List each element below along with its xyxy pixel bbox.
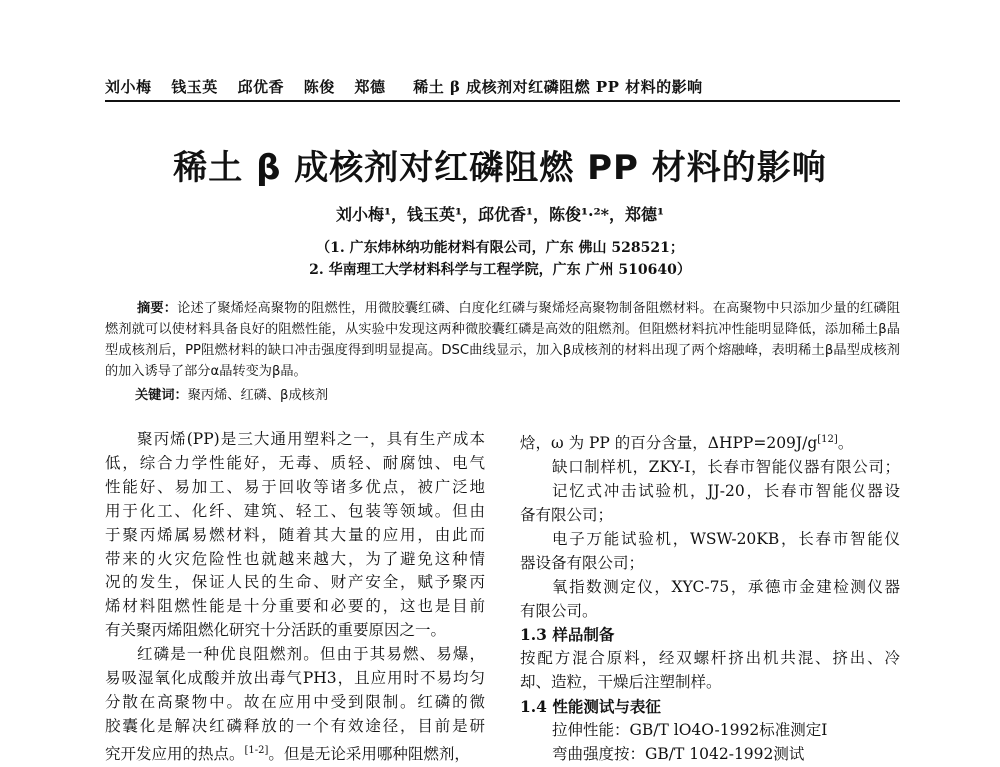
body-line: 况的发生，保证人民的生命、财产安全，赋予聚丙 (105, 573, 485, 592)
section-heading: 1.3 样品制备 (520, 625, 615, 645)
body-line: 胶囊化是解决红磷释放的一个有效途径，目前是研 (105, 716, 485, 735)
body-line: 烯材料阻燃性能是十分重要和必要的，这也是目前 (105, 597, 485, 616)
body-line: 红磷是一种优良阻燃剂。但由于其易燃、易爆， (137, 645, 485, 664)
header-rule (105, 100, 900, 102)
body-line: 弯曲强度按：GB/T 1042-1992测试 (552, 744, 805, 763)
keywords-text: 聚丙烯、红磷、β成核剂 (187, 388, 329, 403)
body-line: 性能好、易加工、易于回收等诸多优点，被广泛地 (105, 477, 485, 496)
header-author: 邱优香 (237, 78, 285, 96)
affiliation-1: （1. 广东炜林纳功能材料有限公司，广东 佛山 528521； (316, 240, 684, 256)
body-line: 备有限公司； (520, 505, 614, 524)
citation: [1-2] (244, 744, 269, 756)
body-line: 电子万能试验机，WSW-20KB，长春市智能仪 (552, 529, 900, 548)
body-line: 记忆式冲击试验机，JJ-20，长春市智能仪器设 (552, 481, 900, 500)
body-left-column (105, 428, 485, 767)
affiliation-2: 2. 华南理工大学材料科学与工程学院，广东 广州 510640） (309, 262, 691, 278)
abstract-text: 论述了聚烯烃高聚物的阻燃性，用微胶囊红磷、白度化红磷与聚烯烃高聚物制备阻燃材料。在高聚物中只添加少量的红磷阻燃剂就可以使材料具备良好的阻燃性能，从实验中发现这两种微胶囊红磷是高效的阻燃剂。但阻燃材料抗冲性能明显降低，添加稀土β晶型成核剂后，PP阻燃材料的缺口冲击强度得到明显提高。DSC曲线显示，加入β成核剂的材料出现了两个熔融峰，表明稀土β晶型成核剂的加入诱导了部分α晶转变为β晶。 (105, 301, 900, 379)
body-text: 。但是无论采用哪种阻燃剂， (268, 744, 470, 763)
body-line (520, 428, 900, 456)
body-line: 器设备有限公司； (520, 553, 645, 572)
body-line: 用于化工、化纤、建筑、轻工、包装等领域。但由 (105, 501, 485, 520)
body-line: 却、造粒，干燥后注塑制样。 (520, 673, 722, 692)
author-list: 刘小梅¹，钱玉英¹，邱优香¹，陈俊¹·²*，郑德¹ (336, 205, 664, 224)
body-text: 。 (837, 434, 854, 453)
keywords (135, 384, 328, 403)
body-line: 拉伸性能：GB/T lO4O-1992标准测定I (552, 721, 828, 740)
abstract (105, 298, 900, 382)
body-right-column (520, 428, 900, 767)
header-author: 郑德 (354, 78, 386, 96)
keywords-label: 关键词： (135, 388, 188, 403)
body-text: 焓，ω 为 PP 的百分含量，ΔHPP=209J/g (520, 434, 818, 453)
body-line: 易吸湿氧化成酸并放出毒气PH3，且应用时不易均匀 (105, 669, 485, 688)
body-line: 分散在高聚物中。故在应用中受到限制。红磷的微 (105, 692, 485, 711)
header-title: 稀土 β 成核剂对红磷阻燃 PP 材料的影响 (413, 78, 703, 96)
header-author: 钱玉英 (171, 78, 218, 96)
paper-title: 稀土 β 成核剂对红磷阻燃 PP 材料的影响 (173, 148, 827, 188)
citation: [12] (817, 434, 838, 445)
running-header (105, 76, 900, 97)
body-line: 聚丙烯(PP)是三大通用塑料之一，具有生产成本 (137, 430, 485, 448)
body-line: 低，综合力学性能好，无毒、质轻、耐腐蚀、电气 (105, 453, 485, 472)
body-line: 带来的火灾危险性也就越来越大，为了避免这种情 (105, 549, 485, 568)
body-line (105, 739, 485, 767)
abstract-label: 摘要： (137, 301, 178, 316)
body-line: 有关聚丙烯阻燃化研究十分活跃的重要原因之一。 (105, 621, 447, 640)
body-line: 氧指数测定仪，XYC-75，承德市金建检测仪器 (552, 577, 900, 596)
body-line: 缺口制样机，ZKY-I，长春市智能仪器有限公司； (552, 458, 900, 477)
header-author: 刘小梅 (105, 78, 152, 96)
body-text: 究开发应用的热点。 (105, 744, 245, 763)
section-heading: 1.4 性能测试与表征 (520, 697, 661, 717)
header-author: 陈俊 (303, 78, 335, 96)
body-line: 有限公司。 (520, 601, 598, 620)
body-line: 于聚丙烯属易燃材料，随着其大量的应用，由此而 (105, 525, 485, 544)
body-line: 按配方混合原料，经双螺杆挤出机共混、挤出、冷 (520, 649, 900, 668)
